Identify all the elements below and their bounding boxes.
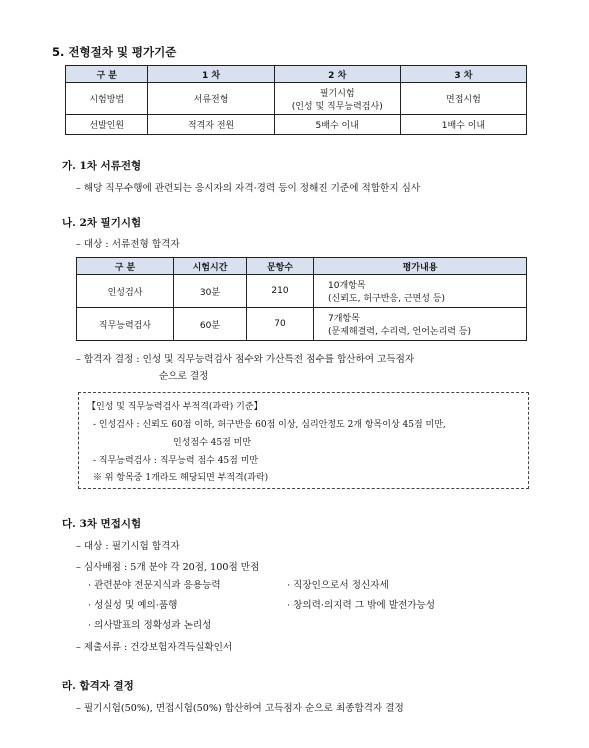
table-cell <box>314 308 527 341</box>
table-cell: 5배수 이내 <box>274 115 400 135</box>
table-cell: 60분 <box>174 308 247 341</box>
table-header: 3 차 <box>400 66 526 83</box>
table-cell <box>274 83 400 115</box>
cell-line: (신뢰도, 허구반응, 근면성 등) <box>328 294 445 304</box>
subsection-title: 가. 1차 서류전형 <box>62 160 142 172</box>
body-text: – 제출서류 : 건강보험자격득실확인서 <box>76 642 233 653</box>
disqualification-box <box>78 392 529 489</box>
box-line: 인성점수 45점 미만 <box>173 438 252 448</box>
cell-line: (인성 및 직무능력검사) <box>291 101 383 112</box>
table-header: 2 차 <box>274 66 400 83</box>
table-header-row <box>66 66 527 83</box>
table-cell: 30분 <box>174 275 247 308</box>
table-cell: 서류전형 <box>148 83 274 115</box>
table-header: 구 분 <box>66 66 148 83</box>
list-item: · 성실성 및 예의·품행 <box>88 600 178 611</box>
table-cell: 1배수 이내 <box>400 115 526 135</box>
table-header: 구 분 <box>77 258 174 275</box>
written-exam-table <box>76 257 527 341</box>
table-header: 시험시간 <box>174 258 247 275</box>
table-header: 평가내용 <box>314 258 527 275</box>
table-cell: 면접시험 <box>400 83 526 115</box>
body-text: 순으로 결정 <box>159 371 209 382</box>
table-cell: 적격자 전원 <box>148 115 274 135</box>
table-cell: 70 <box>247 308 314 341</box>
box-line: - 직무능력검사 : 직무능력 점수 45점 미만 <box>93 456 259 466</box>
cell-line: (문제해결력, 수리력, 언어논리력 등) <box>328 327 472 337</box>
subsection-title: 라. 합격자 결정 <box>62 680 134 692</box>
table-row <box>66 115 527 135</box>
table-header: 1 차 <box>148 66 274 83</box>
table-cell: 210 <box>247 275 314 308</box>
body-text: – 대상 : 서류전형 합격자 <box>76 239 180 250</box>
table-cell: 직무능력검사 <box>77 308 174 341</box>
list-item: · 의사발표의 정확성과 논리성 <box>88 620 212 631</box>
cell-line: 7개항목 <box>328 314 360 324</box>
body-text: – 필기시험(50%), 면접시험(50%) 합산하여 고득점자 순으로 최종합격자 결정 <box>76 703 404 714</box>
cell-line: 필기시험 <box>319 88 355 99</box>
section-title: 5. 전형절차 및 평가기준 <box>52 45 177 59</box>
body-text: – 합격자 결정 : 인성 및 직무능력검사 점수와 가산특전 점수를 합산하여 고득점자 <box>76 354 415 365</box>
subsection-title: 다. 3차 면접시험 <box>62 518 142 530</box>
table-header-row <box>77 258 527 275</box>
body-text: – 심사배점 : 5개 분야 각 20점, 100점 만점 <box>76 562 260 573</box>
table-cell: 시험방법 <box>66 83 148 115</box>
box-line: - 인성검사 : 신뢰도 60점 이하, 허구반응 60점 이상, 심리안정도 2개 항목이상 45점 미만, <box>93 420 446 430</box>
list-item: · 직장인으로서 정신자세 <box>287 580 389 591</box>
box-title: 【인성 및 직무능력검사 부적격(과락) 기준】 <box>87 402 263 412</box>
procedure-table <box>65 65 527 135</box>
table-header: 문항수 <box>247 258 314 275</box>
box-line: ※ 위 항목중 1개라도 해당되면 부적격(과락) <box>93 473 269 483</box>
body-text: – 해당 직무수행에 관련되는 응시자의 자격·경력 등이 정해진 기준에 적합한지 심사 <box>76 183 421 194</box>
body-text: – 대상 : 필기시험 합격자 <box>76 541 180 552</box>
list-item: · 관련분야 전문지식과 응용능력 <box>88 580 221 591</box>
table-row <box>66 83 527 115</box>
table-cell: 인성검사 <box>77 275 174 308</box>
table-row <box>77 308 527 341</box>
list-item: · 창의력·의지력 그 밖에 발전가능성 <box>287 600 436 611</box>
cell-line: 10개항목 <box>328 281 366 291</box>
table-cell: 선발인원 <box>66 115 148 135</box>
subsection-title: 나. 2차 필기시험 <box>62 217 142 229</box>
table-cell <box>314 275 527 308</box>
table-row <box>77 275 527 308</box>
